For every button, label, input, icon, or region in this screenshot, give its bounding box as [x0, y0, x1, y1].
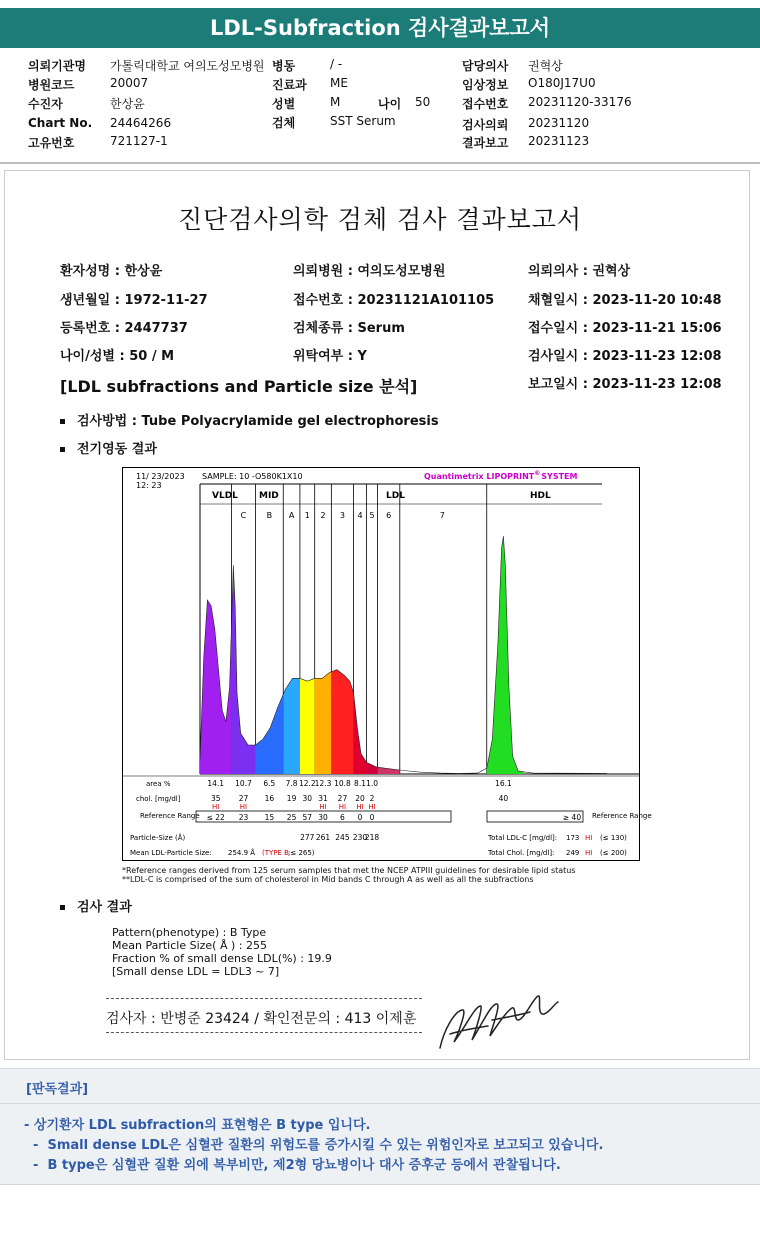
header-label: 병원코드: [28, 78, 75, 92]
bullet-icon: [60, 447, 65, 452]
total-ldl-label: Total LDL-C [mg/dl]:: [488, 834, 558, 842]
lipoprint-chart: [122, 467, 652, 862]
band-label: B: [266, 511, 273, 520]
info-item: 생년월일 : 1972-11-27: [60, 293, 208, 308]
particle-value: 261: [315, 833, 331, 842]
method-text: 검사방법 : Tube Polyacrylamide gel electrophoresis: [77, 414, 439, 429]
chol-value: 16: [264, 794, 275, 803]
chol-value: 30: [302, 794, 313, 803]
age-label: 나이: [378, 97, 402, 111]
reading-line: - B type은 심혈관 질환 외에 복부비만, 제2형 당뇨병이나 대사 증후군 등에서 관찰됩니다.: [24, 1158, 561, 1173]
area-value: 12.2: [298, 779, 316, 788]
header-value: 20231120-33176: [528, 95, 632, 109]
particle-label: Particle-Size (Å): [130, 834, 186, 842]
info-item: 채혈일시 : 2023-11-20 10:48: [528, 293, 722, 308]
band-label: 6: [386, 511, 392, 520]
mean-ldl-value: 254.9 Å: [228, 849, 256, 857]
area-row-label: area %: [146, 780, 171, 788]
age-value: 50: [415, 95, 431, 109]
header-divider: [0, 162, 760, 164]
info-item: 검체종류 : Serum: [293, 321, 405, 336]
group-label-ldl: LDL: [386, 491, 405, 501]
info-item: 접수일시 : 2023-11-21 15:06: [528, 321, 722, 336]
band-label: 1: [304, 511, 310, 520]
particle-value: 277: [300, 833, 315, 842]
ref-value: 0: [357, 813, 363, 822]
particle-value: 230: [352, 833, 368, 842]
band-fill: [315, 672, 332, 774]
chol-value: 40: [498, 794, 509, 803]
band-label: 7: [439, 511, 445, 520]
header-label: 접수번호: [462, 97, 509, 111]
chol-row-label: chol. [mg/dl]: [136, 795, 181, 803]
header-label: 검사의뢰: [462, 118, 509, 132]
header-value: 가톨릭대학교 여의도성모병원: [110, 59, 265, 73]
hi-flag: HI: [338, 803, 347, 811]
header-value: SST Serum: [330, 114, 396, 128]
header-label: Chart No.: [28, 116, 93, 130]
area-value: 7.8: [285, 779, 298, 788]
header-value: 권혁상: [528, 59, 563, 73]
total-chol-label: Total Chol. [mg/dl]:: [488, 849, 555, 857]
electrophoresis-title: [60, 438, 157, 457]
hi-flag: HI: [356, 803, 364, 811]
area-value: 16.1: [495, 779, 512, 788]
electrophoresis-text: 전기영동 결과: [77, 442, 157, 457]
chart-sample: SAMPLE: 10 -O580K1X10: [202, 472, 303, 481]
header-label: 병동: [272, 59, 296, 73]
ref-value: ≤ 22: [206, 813, 225, 822]
ref-value: 30: [318, 813, 328, 822]
method-line: [60, 410, 439, 429]
reading-label: [판독결과]: [26, 1082, 89, 1097]
result-pattern: Pattern(phenotype) : B Type: [112, 926, 267, 939]
type-suffix: ;≤ 265): [288, 849, 315, 857]
info-item: 접수번호 : 20231121A101105: [293, 293, 495, 308]
reading-label-bar: [0, 1068, 760, 1103]
chart-brand: [424, 470, 578, 481]
ref-value: 0: [369, 813, 375, 822]
ref-value: 15: [264, 813, 275, 822]
header-value: 721127-1: [110, 134, 168, 148]
chol-value: 27: [337, 794, 348, 803]
signature-line: 검사자 : 반병준 23424 / 확인전문의 : 413 이제훈: [106, 1011, 417, 1027]
brand-name: Quantimetrix LIPOPRINT: [424, 472, 535, 481]
band-label: 4: [357, 511, 363, 520]
group-label-hdl: HDL: [530, 491, 551, 501]
area-value: 10.8: [334, 779, 351, 788]
total-ldl-value: 173: [566, 834, 580, 842]
header-label: 고유번호: [28, 136, 75, 150]
info-item: 의뢰병원 : 여의도성모병원: [293, 264, 446, 279]
result-fraction: Fraction % of small dense LDL(%) : 19.9: [112, 952, 332, 965]
bullet-icon: [60, 419, 65, 424]
header-value: 20231120: [528, 116, 590, 130]
header-value: 20231123: [528, 134, 590, 148]
total-ldl-flag: HI: [585, 834, 593, 842]
chol-value: 19: [286, 794, 297, 803]
group-label-vldl: VLDL: [212, 491, 238, 501]
header-label: 수진자: [28, 97, 63, 111]
footnote-1: *Reference ranges derived from 125 serum samples that met the NCEP ATPIII guidelines for desirable lipid status: [122, 866, 576, 875]
band-fill: [300, 678, 315, 774]
ref-label-right: Reference Range: [592, 812, 652, 820]
ref-value: 25: [286, 813, 297, 822]
area-value: 12.3: [314, 779, 332, 788]
reading-line: - 상기환자 LDL subfraction의 표현형은 B type 입니다.: [24, 1118, 371, 1133]
area-value: 6.5: [263, 779, 276, 788]
header-label: 임상정보: [462, 78, 509, 92]
total-chol-range: (≤ 200): [600, 849, 627, 857]
area-value: 8.1: [354, 779, 366, 788]
bullet-icon: [60, 905, 65, 910]
header-value: 20007: [110, 76, 149, 90]
header-label: 성별: [272, 97, 296, 111]
total-chol-value: 249: [566, 849, 580, 857]
signature-image: [432, 990, 562, 1056]
total-chol-flag: HI: [585, 849, 593, 857]
footnote-2: **LDL-C is comprised of the sum of cholesterol in Mid bands C through A as well as all the subfractions: [122, 875, 534, 884]
ref-value: 23: [238, 813, 249, 822]
chart-date: 11/ 23/2023: [136, 472, 185, 481]
header-label: 검체: [272, 116, 296, 130]
section-title: [LDL subfractions and Particle size 분석]: [60, 377, 418, 396]
header-value: O180J17U0: [528, 76, 596, 90]
header-label: 의뢰기관명: [28, 59, 86, 73]
ref-label: Reference Range: [140, 812, 200, 820]
header-label: 진료과: [272, 78, 307, 92]
total-ldl-range: (≤ 130): [600, 834, 627, 842]
chol-value: 27: [238, 794, 249, 803]
band-label: 2: [320, 511, 326, 520]
hi-flag: HI: [319, 803, 327, 811]
chol-value: 31: [318, 794, 328, 803]
result-title-text: 검사 결과: [77, 900, 132, 915]
info-item: 환자성명 : 한상윤: [60, 264, 163, 279]
particle-value: 245: [335, 833, 350, 842]
chol-value: 20: [355, 794, 365, 803]
area-value: 10.7: [235, 779, 252, 788]
mean-ldl-label: Mean LDL-Particle Size:: [130, 849, 212, 857]
brand-mark: ®: [534, 470, 541, 477]
header-value: ME: [330, 76, 348, 90]
header-value: 한상윤: [110, 97, 145, 111]
result-title: [60, 896, 132, 915]
signature-divider-top: [106, 998, 422, 999]
result-definition: [Small dense LDL = LDL3 ~ 7]: [112, 965, 280, 978]
chol-value: 2: [369, 794, 375, 803]
type-label: (TYPE B: [262, 849, 289, 857]
band-fill: [283, 678, 300, 774]
signature-divider-bottom: [106, 1032, 422, 1033]
result-mean-size: Mean Particle Size( Å ) : 255: [112, 939, 267, 952]
header-value: 24464266: [110, 116, 172, 130]
info-item: 검사일시 : 2023-11-23 12:08: [528, 349, 722, 364]
band-label: C: [240, 511, 247, 520]
reading-body: [0, 1103, 760, 1185]
chol-value: 35: [210, 794, 221, 803]
chart-time: 12: 23: [136, 481, 162, 490]
area-value: 14.1: [207, 779, 225, 788]
signature-stroke: [440, 996, 558, 1048]
band-fill: [331, 670, 353, 774]
header-label: 담당의사: [462, 59, 509, 73]
reading-line: - Small dense LDL은 심혈관 질환의 위험도를 증가시킬 수 있는 위험인자로 보고되고 있습니다.: [24, 1138, 604, 1153]
header-value: / -: [330, 57, 343, 71]
info-item: 나이/성별 : 50 / M: [60, 349, 175, 364]
info-item: 위탁여부 : Y: [293, 349, 367, 364]
report-time: 보고일시 : 2023-11-23 12:08: [528, 377, 722, 392]
ref-value: 6: [340, 813, 345, 822]
ref-value: ≥ 40: [562, 813, 582, 822]
area-value: 1.0: [366, 779, 379, 788]
ref-value: 57: [302, 813, 313, 822]
band-label: A: [288, 511, 295, 520]
particle-value: 218: [364, 833, 380, 842]
info-item: 등록번호 : 2447737: [60, 321, 188, 336]
header-label: 결과보고: [462, 136, 509, 150]
band-label: 5: [369, 511, 375, 520]
band-label: 3: [339, 511, 345, 520]
brand-suffix: SYSTEM: [541, 472, 578, 481]
group-label-mid: MID: [259, 491, 279, 501]
hi-flag: HI: [239, 803, 248, 811]
header-value: M: [330, 95, 341, 109]
hi-flag: HI: [212, 803, 220, 811]
info-item: 의뢰의사 : 권혁상: [528, 264, 631, 279]
report-title-bar: LDL-Subfraction 검사결과보고서: [0, 8, 760, 48]
report-heading: 진단검사의학 검체 검사 결과보고서: [177, 205, 583, 234]
hi-flag: HI: [368, 803, 376, 811]
